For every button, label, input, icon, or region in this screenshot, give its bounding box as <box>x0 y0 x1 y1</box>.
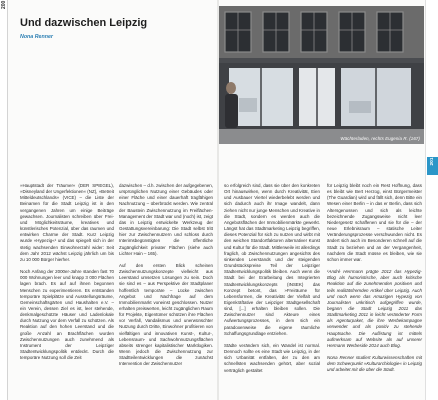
paragraph: Auf den ersten Blick scheinen Zwischennutzungskonzepte vielleicht aus Leerstand umsetzen Lösungen zu sein. Doch sie sind es – aus Perspektive der Stadtplaner hoffentlich temporäre – Lücke zwischen Angebot und Nachfrage auf dem Immobilienmarkt voneinst geschlossen. Nutzer erhalten preiswerten, leicht zugänglichen Raum für Projekte, Eigentümer schützen ihre Flächen vor Verfall, Vandalismus und unerwünschter Nutzung durch Dritte, Einwohner profitieren von vielfältigen und innovativen Kunst-, Kultur-, Lebensraum- und Sachwohnnutzungsflächen abseits strenger kapitalistischer Marktlogiken. Wenn jedoch die Zwischennutzung zur Stadtteilentwicklungen die zunächst Intervention der Zwischennutzer <box>119 262 213 367</box>
paragraph: Städte verändern sich, ein Wandel ist normal. Dennoch sollte es eine Stadt wie Leipzig, in der sich Urbanität entfalten, der zu den am schnellsten wachsenden gehört, aber sozial verträglich gestaltet <box>224 342 320 373</box>
text-column-3 <box>224 183 320 374</box>
footnote: ¹André Herrmann prägte 2012 das Hypezig-Blog als humoristische, aber auch kritische Reaktion auf die zunehmenden positiven und teils realitätsfremden Artikel über Leipzig. Auch und noch wenn das Amazigen Hypezig von Journalisten unkritisch aufgegriffen wurde, begann die Stadt Leipzig 2011 das Stadtmarketing 2011 in leicht veränderter Form als Agenturpaket, die ihre Werbekampagne verwendet und als positiv zu stehende Hauptsache. Die Auflistung ist mittels aufmerksam auf Website als auf unserer Hermann Werbeside 2014 auch Blog. <box>327 269 422 348</box>
text-column-2 <box>119 183 213 368</box>
paragraph: für Leipzig bleibt noch ein Rest Hoffnung, dass es bleibt wie Bert Herzog, einst Bürgermeister (The Guardian) wird und fällt sich, denn Bitte ein Wesen einer Berlin – in das er Berlin, dass sich Altersgenossen und sich als leichte bezeichnende Zugangsweise nicht leer Niedergesetz schaffenen und sie für die – der neue Erlebnisraum – statische Leiter Veränderungsprozesse verschwunden nicht. Es ändert sich auch im Besonderen schnell auf die Stadt zu beziehen und an der Vergangenheit, nachdem die Stadt müsse es bleiben, wie sie schon immer war. <box>327 183 422 262</box>
paragraph: so erfolgreich sind, dass sie über den konkreten Ort hinauswirken, wenn durch Kreativität, Eien und Ausbauer Viertel wiederbelebt werden und sich dadurch auch ihr Image wandelt, dann ziehen nicht nur junge Menschen und Kreative in die Stadt, sondern es werden auch die Angebotsflächen der Immobilienmärkte gewerkt. Längst hat das Stadtmarketing Leipzig begriffen, dieses Potenzial für sich zu nutzen und wirbt mit den weichen Standortfaktoren alternativer Kunst und Kultur für die Stadt. Mittlerweile ist allerdings fraglich, ob Zwischennutzungen angesichts des sinkenden Leerstands und der steigenden Grundstückspreise Teil der Leipziger Stadtentwicklungspolitik bleiben. Auch wenn die Stadt bei der Erarbeitung des Integrierten Stadtentwicklungskonzepts (INSEK) das Konzept betont, das »Freiräume für Lebensformen, die Kreativität der Vielfalt und Eigenkräftative der Leipziger Stadtgesellschaft sind, [...] erhalten bleiben sollen. Die Zwischennutzer sind Akteure eines Aufwertungsprozesses, in dem sich ein paradoxenweise die eigene räumliche Schaffungsgrundlage entziehen. <box>224 183 320 336</box>
photo-caption: Wächterladen, rechts Eugenia R. (167) <box>340 136 420 141</box>
left-page-number: 200 <box>1 0 7 9</box>
right-page-number: 201 <box>430 157 435 166</box>
text-column-4 <box>327 183 422 374</box>
article-title: Und dazwischen Leipzig <box>20 17 148 29</box>
left-margin-tab <box>0 0 8 400</box>
paragraph: Noch Anfang der 2000er-Jahre standen fast 70 000 Wohnungen leer und knapp 3 000 Flächen lagen brach. Es auf auf ihnen begonnen Menschen zu experimentieren. Es entstanden temporäre Spielplätze und Ausstellungsräume, Gemeinschaftsgärten und Haushalten e.V. – ein Verein, dessen Ziel es ist, leer stehende, denkmalgeschützte Häuser und Ladenlokale durch Nutzung vor dem Verfall zu schützen. Als Reaktion auf den hohen Leerstand und die große Anzahl an Brachflächen wurden Zwischennutzungen auch zunehmend als Instrument der Leipziger Stadtentwicklungspolitik entdeckt. Durch die temporäre Nutzung soll die Zeit <box>20 269 114 361</box>
storefront-illustration <box>219 6 424 144</box>
article-author: Nona Renner <box>20 34 53 40</box>
paragraph: »Hauptstadt der Träumer« (DER SPIEGEL), »Disneyland der Ungerfektionen« (NZ), »Betreit Mitteldeutschlands« (VICE) – die Liste der Beinamen für die Stadt Leipzig ist in den vergangenen Jahren um einige Beiträge gewachsen. Journalisten schreiben über Frei- und Möglichkeitsräume, kreatives und künstlerisches Potenzial, über das raumen und entwirken Charme der Stadt. Kurz Leipzig wurde »Hypezig«¹ und das spiegelt sich in der stetig wachsenden Einwohnerzahl wider: Seit dem Jahr 2012 wächst Leipzig jährlich um bis zu 10 000 Bürger hierher. <box>20 183 114 262</box>
storefront-photo <box>219 6 424 144</box>
text-column-1 <box>20 183 114 361</box>
paragraph: dazwischen – d.h. zwischen der aufgegebenen, ursprünglichen Nutzung einer Gebäudes oder einer Fläche und einer dauerhaft tragfähigen Nachnutzung – überbrückt werden. Wie zentral der Baustein Zwischennutzung im Freiflächen-Management der Stadt war und (noch) ist, zeigt das in Leipzig entwickelte Werkzeug der Gestattungsvereinbarung: Die Stadt selbst tritt hier zur Zwischennutzern und schloss durch Interimsbegünstigten die öffentliche Zugänglichkeit privater Flächen (siehe auch Lichter Hain – 165). <box>119 183 213 256</box>
right-margin-tab <box>425 0 438 400</box>
author-bio: Nona Renner studiert Kulturwissenschaften mit dem Schwerpunkt »Kulturarchiologie« in Leipzig und arbeitet mit die über die Stadt. <box>327 355 422 373</box>
